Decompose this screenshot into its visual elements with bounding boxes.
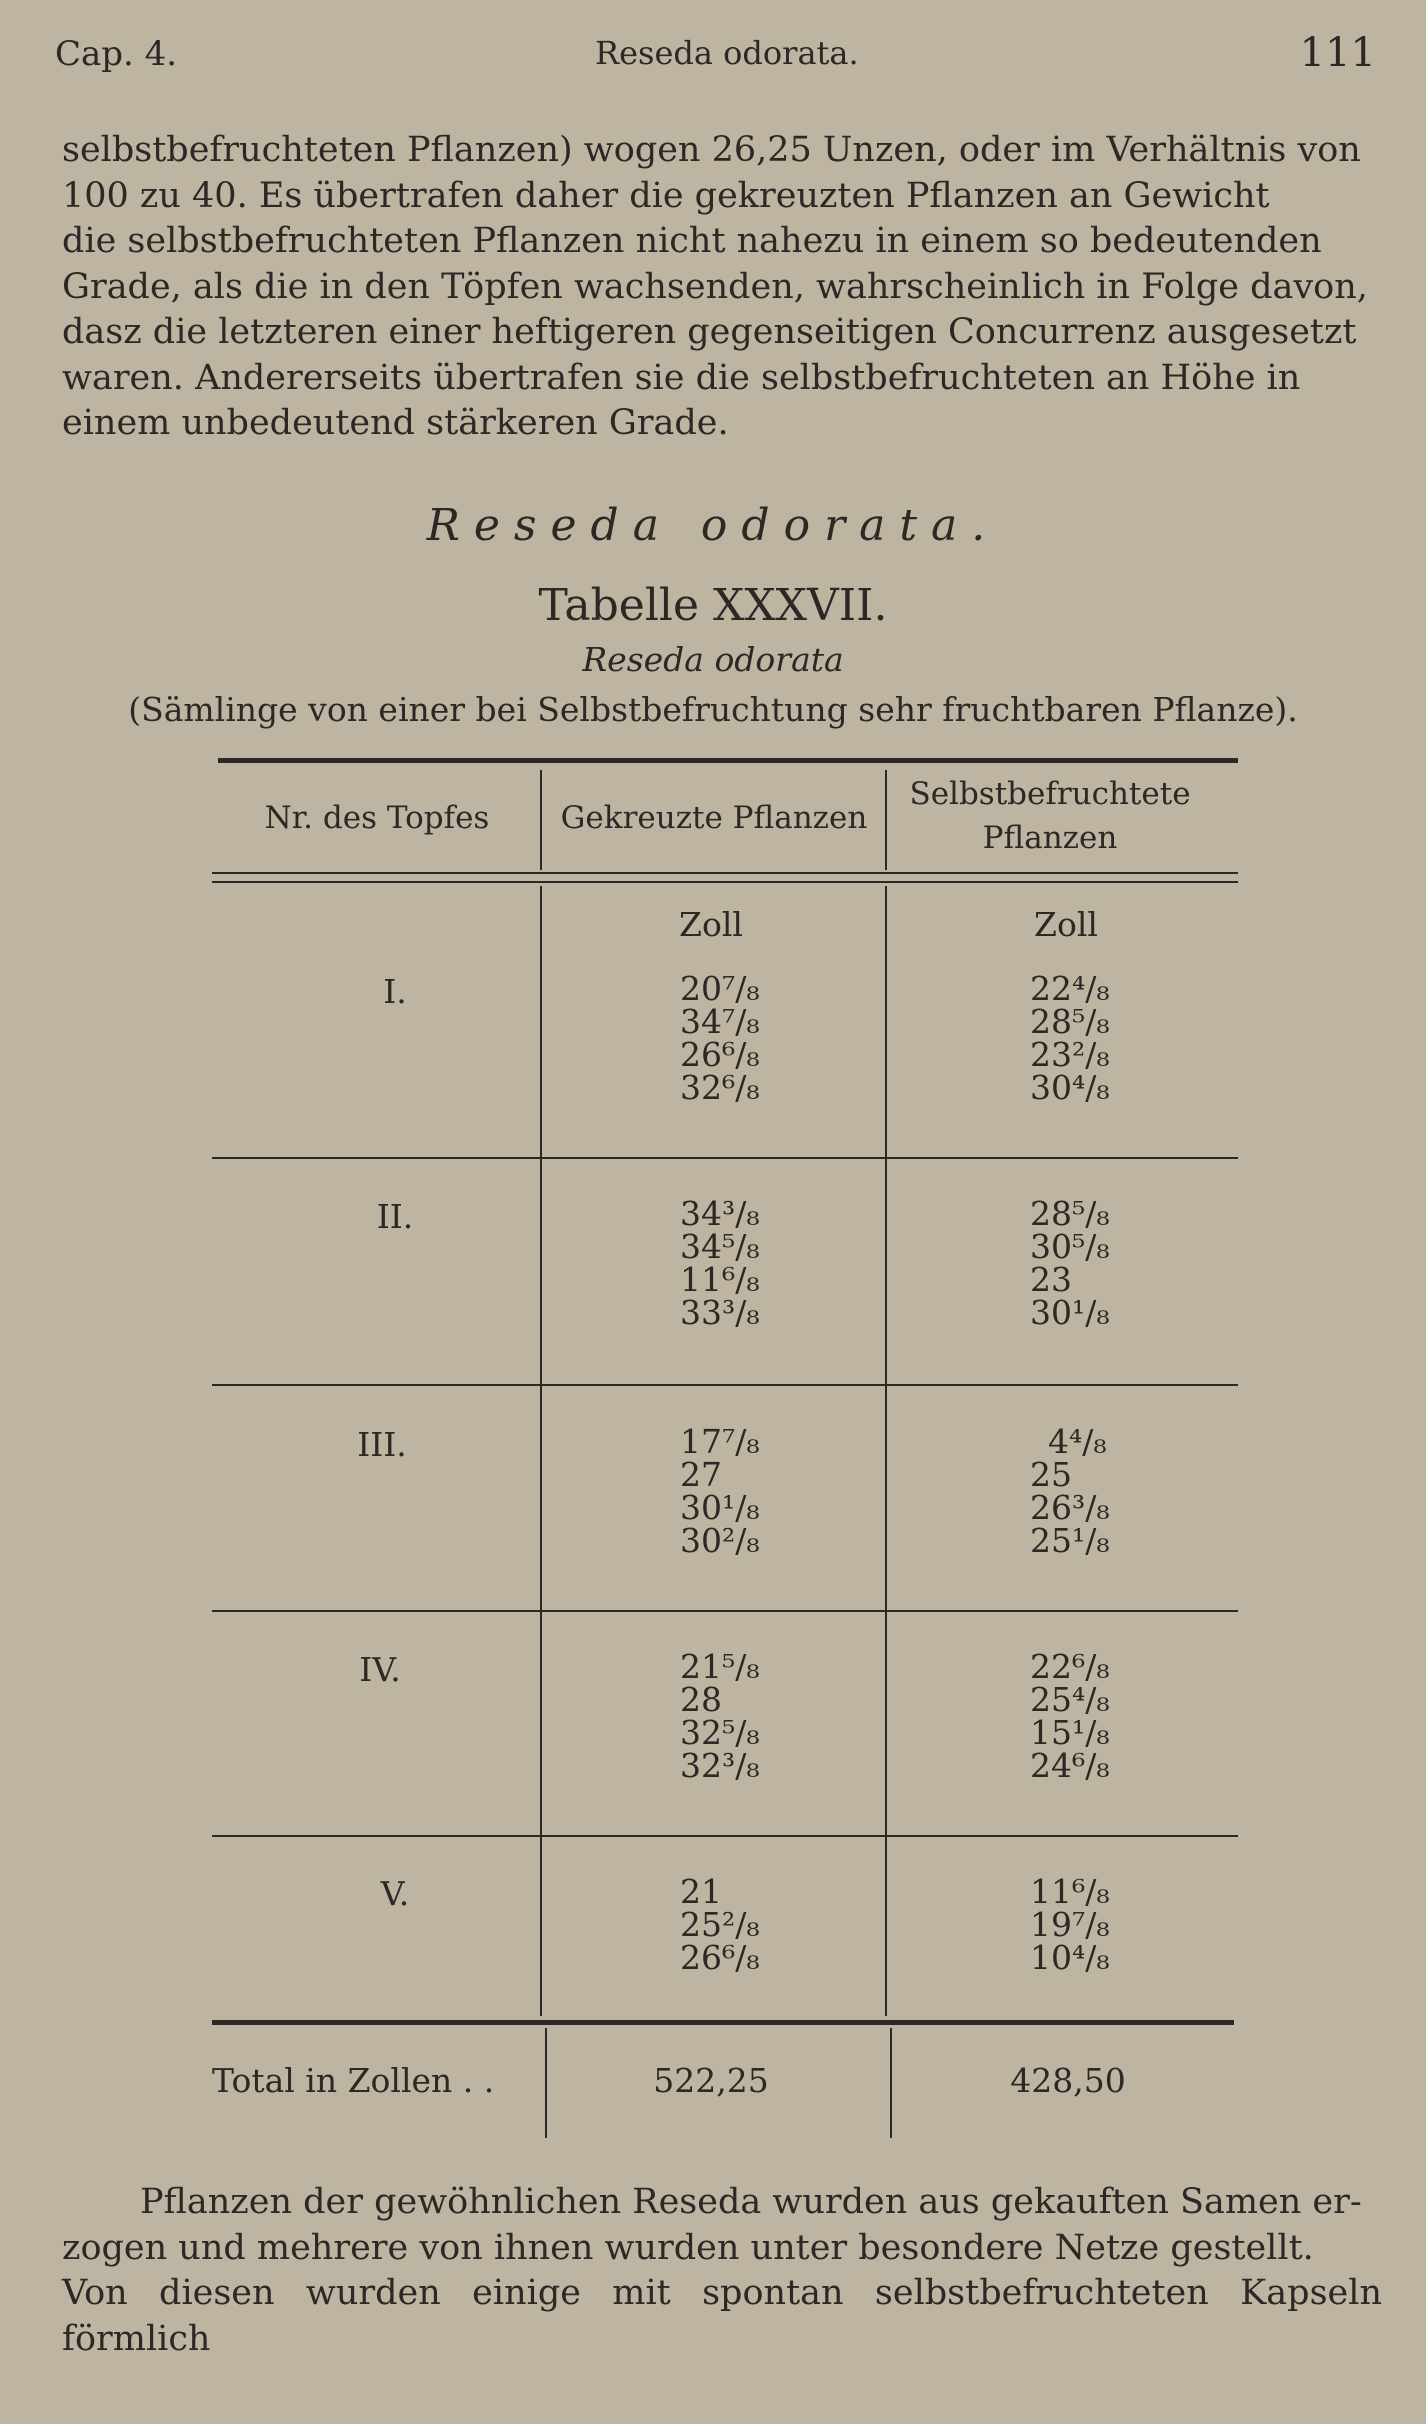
group-divider xyxy=(212,1610,1238,1612)
crossed-value: 28 xyxy=(680,1680,722,1719)
crossed-value: 32⁶/₈ xyxy=(680,1068,760,1107)
text-line: waren. Andererseits übertrafen sie die selbstbefruchteten an Höhe in xyxy=(62,357,1301,398)
column-header-pot: Nr. des Topfes xyxy=(264,800,490,836)
running-title: Reseda odorata. xyxy=(595,34,859,72)
self-value: 28⁵/₈ xyxy=(1030,1194,1110,1233)
text-line: zogen und mehrere von ihnen wurden unter besondere Netze gestellt. xyxy=(62,2227,1314,2268)
pot-label: IV. xyxy=(359,1650,401,1689)
group-divider xyxy=(212,1157,1238,1159)
self-value: 23²/₈ xyxy=(1030,1035,1110,1074)
self-value: 25¹/₈ xyxy=(1030,1521,1110,1560)
crossed-value: 21 xyxy=(680,1872,722,1911)
crossed-value: 33³/₈ xyxy=(680,1293,760,1332)
crossed-value: 30²/₈ xyxy=(680,1521,760,1560)
crossed-value: 20⁷/₈ xyxy=(680,969,760,1008)
page-number: 111 xyxy=(1299,30,1376,76)
text-line: selbstbefruchteten Pflanzen) wogen 26,25 Unzen, oder im Verhältnis von xyxy=(62,130,1361,170)
self-value: 30⁴/₈ xyxy=(1030,1068,1110,1107)
crossed-value: 25²/₈ xyxy=(680,1905,760,1944)
text-line: Pflanzen der gewöhnlichen Reseda wurden aus gekauften Samen er- xyxy=(140,2182,1362,2222)
text-line: Grade, als die in den Töpfen wachsenden, wahrscheinlich in Folge davon, xyxy=(62,266,1368,307)
self-value: 24⁶/₈ xyxy=(1030,1746,1110,1785)
crossed-value: 27 xyxy=(680,1455,722,1494)
total-label: Total in Zollen . . xyxy=(212,2061,495,2100)
self-value: 28⁵/₈ xyxy=(1030,1002,1110,1041)
text-line: die selbstbefruchteten Pflanzen nicht nahezu in einem so bedeutenden xyxy=(62,221,1322,261)
intro-paragraph xyxy=(62,128,1382,447)
column-line xyxy=(890,2028,892,2138)
column-line xyxy=(885,770,887,870)
table-title: Tabelle XXXVII. xyxy=(538,580,888,631)
column-line xyxy=(885,886,887,2016)
crossed-value: 26⁶/₈ xyxy=(680,1035,760,1074)
crossed-value: 26⁶/₈ xyxy=(680,1938,760,1977)
unit-self: Zoll xyxy=(1034,905,1098,944)
table-caption: (Sämlinge von einer bei Selbstbefruchtung sehr fruchtbaren Pflanze). xyxy=(128,690,1298,729)
crossed-value: 11⁶/₈ xyxy=(680,1260,760,1299)
text-line: einem unbedeutend stärkeren Grade. xyxy=(62,403,729,443)
closing-paragraph xyxy=(62,2180,1382,2362)
crossed-value: 32³/₈ xyxy=(680,1746,760,1785)
header-divider xyxy=(212,872,1238,874)
chapter-label: Cap. 4. xyxy=(55,34,178,74)
text-line: 100 zu 40. Es übertrafen daher die gekreuzten Pflanzen an Gewicht xyxy=(62,175,1270,216)
total-self: 428,50 xyxy=(1010,2061,1126,2100)
text-line: Von diesen wurden einige mit spontan selbstbefruchteten Kapseln förmlich xyxy=(62,2273,1382,2359)
self-value: 10⁴/₈ xyxy=(1030,1938,1110,1977)
pot-label: V. xyxy=(380,1874,410,1913)
group-divider xyxy=(212,1384,1238,1386)
column-header-crossed: Gekreuzte Pflanzen xyxy=(560,800,868,836)
self-value: 25⁴/₈ xyxy=(1030,1680,1110,1719)
column-line xyxy=(540,886,542,2016)
crossed-value: 17⁷/₈ xyxy=(680,1422,760,1461)
self-value: 19⁷/₈ xyxy=(1030,1905,1110,1944)
total-crossed: 522,25 xyxy=(653,2061,769,2100)
column-header-self: Selbstbefruchtete Pflanzen xyxy=(909,776,1191,856)
self-value: 30⁵/₈ xyxy=(1030,1227,1110,1266)
crossed-value: 34³/₈ xyxy=(680,1194,760,1233)
self-value: 23 xyxy=(1030,1260,1072,1299)
column-line xyxy=(540,770,542,870)
section-title: Reseda odorata. xyxy=(426,500,1000,551)
self-value: 22⁶/₈ xyxy=(1030,1647,1110,1686)
crossed-value: 21⁵/₈ xyxy=(680,1647,760,1686)
self-value: 11⁶/₈ xyxy=(1030,1872,1110,1911)
group-divider xyxy=(212,1835,1238,1837)
pot-label: III. xyxy=(357,1425,407,1464)
crossed-value: 30¹/₈ xyxy=(680,1488,760,1527)
text-line: dasz die letzteren einer heftigeren gegenseitigen Concurrenz ausgesetzt xyxy=(62,312,1357,352)
crossed-value: 34⁷/₈ xyxy=(680,1002,760,1041)
self-value: 30¹/₈ xyxy=(1030,1293,1110,1332)
pot-label: II. xyxy=(376,1197,414,1236)
crossed-value: 32⁵/₈ xyxy=(680,1713,760,1752)
column-line xyxy=(545,2028,547,2138)
pot-label: I. xyxy=(383,972,407,1011)
self-value: 4⁴/₈ xyxy=(1048,1422,1107,1461)
header-divider xyxy=(212,881,1238,883)
total-rule xyxy=(212,2020,1234,2025)
self-value: 25 xyxy=(1030,1455,1072,1494)
self-value: 15¹/₈ xyxy=(1030,1713,1110,1752)
crossed-value: 34⁵/₈ xyxy=(680,1227,760,1266)
unit-crossed: Zoll xyxy=(679,905,743,944)
table-subtitle: Reseda odorata xyxy=(582,640,844,679)
table-top-rule xyxy=(218,758,1238,763)
page-header xyxy=(55,30,1376,80)
self-value: 26³/₈ xyxy=(1030,1488,1110,1527)
self-value: 22⁴/₈ xyxy=(1030,969,1110,1008)
